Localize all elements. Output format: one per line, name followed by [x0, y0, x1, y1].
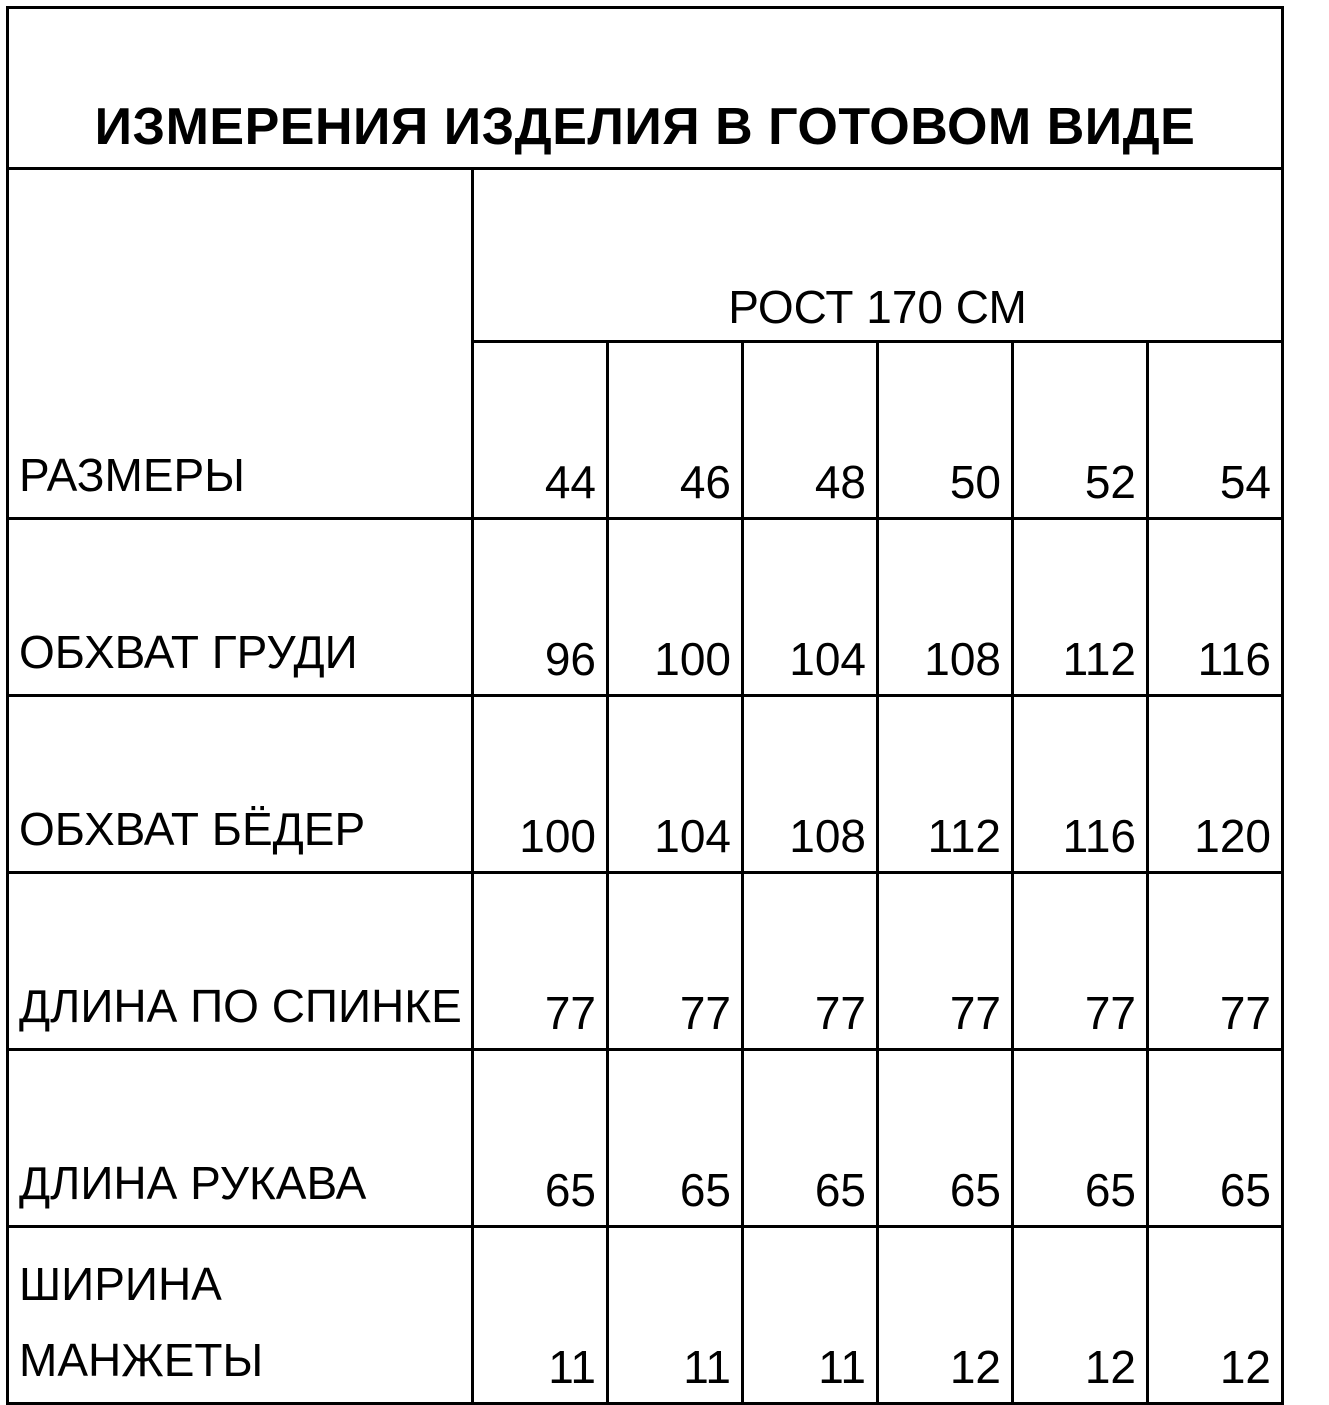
table-cell: 112 [878, 696, 1013, 873]
table-cell: 65 [743, 1050, 878, 1227]
height-header-row [8, 169, 1283, 342]
table-cell: 44 [473, 342, 608, 519]
table-cell: 65 [1013, 1050, 1148, 1227]
table-title: ИЗМЕРЕНИЯ ИЗДЕЛИЯ В ГОТОВОМ ВИДЕ [94, 98, 1196, 156]
table-cell: 77 [1013, 873, 1148, 1050]
table-cell: 77 [743, 873, 878, 1050]
height-header: РОСТ 170 СМ [728, 281, 1027, 333]
table-row [8, 519, 1283, 696]
table-cell: 77 [878, 873, 1013, 1050]
size-chart-sheet [6, 6, 1281, 1394]
height-header-cell [473, 169, 1283, 342]
row-label: ОБХВАТ БЁДЕР [8, 696, 473, 873]
table-cell: 46 [608, 342, 743, 519]
row-label: ОБХВАТ ГРУДИ [8, 519, 473, 696]
table-cell: 116 [1148, 519, 1283, 696]
table-cell: 104 [608, 696, 743, 873]
table-cell: 112 [1013, 519, 1148, 696]
table-row [8, 873, 1283, 1050]
table-cell: 108 [878, 519, 1013, 696]
size-table [6, 6, 1284, 1405]
table-cell: 12 [1013, 1227, 1148, 1404]
table-cell: 52 [1013, 342, 1148, 519]
table-cell: 12 [1148, 1227, 1283, 1404]
table-cell: 54 [1148, 342, 1283, 519]
table-cell: 11 [743, 1227, 878, 1404]
table-cell: 50 [878, 342, 1013, 519]
title-row [8, 8, 1283, 169]
table-cell: 100 [473, 696, 608, 873]
table-cell: 12 [878, 1227, 1013, 1404]
table-cell: 11 [473, 1227, 608, 1404]
table-cell: 116 [1013, 696, 1148, 873]
table-cell: 120 [1148, 696, 1283, 873]
table-cell: 11 [608, 1227, 743, 1404]
table-cell: 108 [743, 696, 878, 873]
table-cell: 77 [1148, 873, 1283, 1050]
table-cell: 96 [473, 519, 608, 696]
table-row [8, 1050, 1283, 1227]
table-row [8, 696, 1283, 873]
table-cell: 65 [1148, 1050, 1283, 1227]
table-cell: 100 [608, 519, 743, 696]
table-cell: 104 [743, 519, 878, 696]
table-cell: 48 [743, 342, 878, 519]
table-cell: 77 [473, 873, 608, 1050]
row-label: ДЛИНА ПО СПИНКЕ [8, 873, 473, 1050]
table-cell: 65 [878, 1050, 1013, 1227]
table-cell: 77 [608, 873, 743, 1050]
table-title-cell [8, 8, 1283, 169]
row-label: ДЛИНА РУКАВА [8, 1050, 473, 1227]
table-cell: 65 [608, 1050, 743, 1227]
table-row [8, 1227, 1283, 1404]
row-label: ШИРИНА МАНЖЕТЫ [8, 1227, 473, 1404]
table-cell: 65 [473, 1050, 608, 1227]
row-label: РАЗМЕРЫ [19, 448, 245, 501]
row-label-cell [8, 169, 473, 519]
